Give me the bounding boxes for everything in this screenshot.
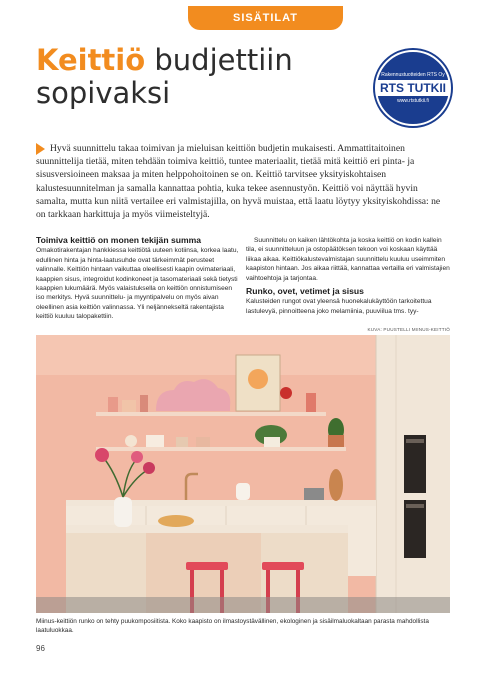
section-tab: SISÄTILAT [188,6,343,30]
kitchen-photo [36,335,450,613]
rts-badge-logo [375,50,451,126]
page-title [36,44,366,110]
title-rest: budjettiin sopivaksi [36,43,293,110]
triangle-bullet-icon [36,143,45,155]
left-column [36,236,242,322]
lead-paragraph [36,142,450,221]
photo-credit: KUVA: PUUSTELLI MIINUS-KEITTIÖ [367,327,450,332]
right-column [246,236,452,316]
badge-bottom-text: www.rtstutkii.fi [397,98,429,104]
lead-text: Hyvä suunnittelu takaa toimivan ja mieluisan keittiön budjetin mukaisesti. Ammattitaitoinen suunnittelija tietää, miten tehdään toimiva keittiö, tuntee materiaalit, tietää mitä keittiö eri pinta- ja sisusversioineen maksaa ja miten helppohoitoinen se on. Keittiö tarvitsee yksityiskohtaisen kalustesuunnitelman ja samalla kannattaa pohtia, kuka tekee asennustyön. Keittiö voi näyttää hyvin samalta, mutta kun niitä vertailee eri valmistajilla, on hyvä muistaa, että laatu löytyy yksityiskohdissa: ne on tarkkaan harkittuja ja myös viimeisteltyjä. [36,143,441,221]
title-accent: Keittiö [36,43,146,77]
page-number: 96 [36,644,45,653]
badge-top-text: Rakennustuotteiden RTS Oy [381,72,445,78]
right-heading: Runko, ovet, vetimet ja sisus [246,286,364,297]
left-heading: Toimiva keittiö on monen tekijän summa [36,235,202,245]
kitchen-illustration [36,335,450,613]
badge-main-text: RTS TUTKII [377,80,449,96]
section-header [0,0,480,32]
right-body: Kalusteiden rungot ovat yleensä huonekalukäyttöön tarkoitettua lastulevyä, pinnoitteena joko melamiinia, puuviilua tms. tyy- [246,298,432,315]
photo-caption: Miinus-keittiön runko on tehty puukomposiitista. Koko kaapisto on ilmastoystävällinen, ekologinen ja sisäilmaluokaltaan parasta mahdollista laatuluokkaa. [36,618,429,634]
left-body: Omakotirakentajan hankkiessa keittiötä uuteen kotiinsa, korkea laatu, edullinen hinta ja hinta-laatusuhde ovat tärkeimmät perusteet valinnalle. Keittiön hintaan vaikuttaa oleellisesti kaapin ovimateriaali, kaappien sisus, integroidut kodinkoneet ja tasomateriaali sekä tietysti kaappien lukumäärä. Myös valaistuksella on keittiön onnistumiseen iso merkitys. Hyvä suunnittelu- ja myyntipalvelu on myös aivan oleellinen asia keittiön valinnassa. Yli neljännekseltä rakentajista keittiö kuuluu talopakettiin. [36,247,239,321]
right-intro: Suunnittelu on kaiken lähtökohta ja koska keittiö on kodin kallein tila, ei suunnitteluun ja ostopäätöksen tekoon voi koskaan käyttää liikaa aikaa. Keittiökalustevalmistajan suunnittelu kuuluu useimmiten kaapiston hintaan. Jos aikaa riittää, kannattaa vertailla eri valmistajien vaihtoehtoja ja tarjontaa. [246,237,450,282]
